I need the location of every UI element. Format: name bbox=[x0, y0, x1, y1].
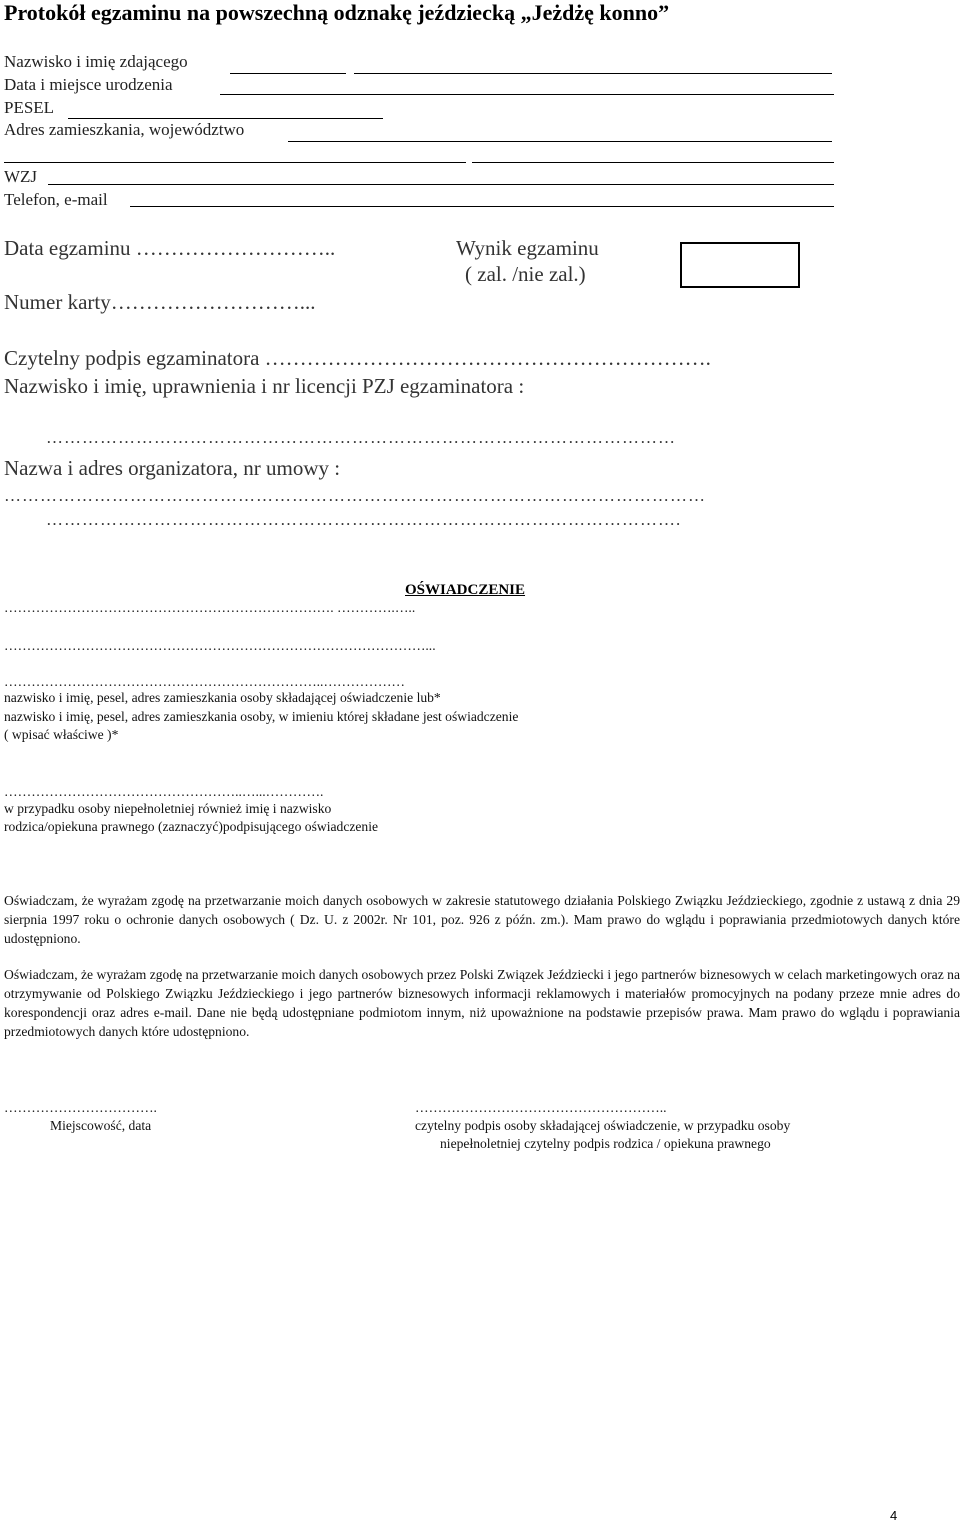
pesel-label: PESEL bbox=[4, 98, 55, 117]
declarant-line-2: nazwisko i imię, pesel, adres zamieszkania osoby, w imieniu której składane jest oświadczenie bbox=[4, 709, 519, 724]
consent-paragraph-1: Oświadczam, że wyrażam zgodę na przetwarzanie moich danych osobowych w zakresie statutowego działania Polskiego Związku Jeździeckiego, zgodnie z ustawą z dnia 29 sierpnia 1997 roku o ochronie danych osobowych ( Dz. U. z 2002r. Nr 101, poz. 926 z późn. zm.). Mam prawo do wglądu i poprawiania przedmiotowych danych które udostępniono. bbox=[4, 893, 960, 946]
declaration-dots-2: …………………………………………………………………………………... bbox=[4, 638, 436, 653]
birth-line[interactable] bbox=[220, 94, 834, 95]
declaration-dots-4: ……………………………………………..…...…………. bbox=[4, 784, 324, 799]
exam-result-sub: ( zal. /nie zal.) bbox=[465, 262, 586, 286]
exam-result-box[interactable] bbox=[680, 242, 800, 288]
phone-label: Telefon, e-mail bbox=[4, 190, 108, 209]
name-line-2[interactable] bbox=[354, 73, 832, 74]
consent-paragraph-2: Oświadczam, że wyrażam zgodę na przetwarzanie moich danych osobowych przez Polski Związek Jeździecki i jego partnerów biznesowych w celach marketingowych oraz na otrzymywanie od Polskiego Związku Jeździeckiego i jego partnerów biznesowych informacji reklamowych i materiałów promocyjnych na podany przeze mnie adres do korespondencji oraz adres e-mail. Dane nie będą udostępniane podmiotom innym, niż upoważnione na podstawie przepisów prawa. Mam prawo do wglądu i poprawiania przedmiotowych danych które udostępniono. bbox=[4, 967, 960, 1039]
signature-label-2: niepełnoletniej czytelny podpis rodzica / opiekuna prawnego bbox=[440, 1136, 771, 1151]
exam-result-label: Wynik egzaminu bbox=[456, 236, 599, 260]
examiner-dots-line: …………………………………………………………………………………………… bbox=[46, 428, 676, 447]
declarant-line-3: ( wpisać właściwe )* bbox=[4, 727, 119, 742]
document-title: Protokół egzaminu na powszechną odznakę jeździecką „Jeżdżę konno” bbox=[4, 0, 670, 25]
declaration-dots-3: ……………………………………………………………..……………… bbox=[4, 674, 406, 689]
organizer-label: Nazwa i adres organizatora, nr umowy : bbox=[4, 456, 341, 480]
declaration-heading: OŚWIADCZENIE bbox=[405, 582, 526, 598]
phone-line[interactable] bbox=[130, 206, 834, 207]
signature-dots: ……………………………………………….. bbox=[415, 1100, 667, 1115]
page-number: 4 bbox=[890, 1508, 898, 1523]
examiner-license-label: Nazwisko i imię, uprawnienia i nr licencji PZJ egzaminatora : bbox=[4, 374, 525, 398]
declarant-line-1: nazwisko i imię, pesel, adres zamieszkania osoby składającej oświadczenie lub* bbox=[4, 690, 441, 705]
place-date-dots: ……………………………. bbox=[4, 1100, 157, 1115]
address-line-2b[interactable] bbox=[472, 162, 834, 163]
name-label: Nazwisko i imię zdającego bbox=[4, 52, 188, 71]
minor-line-2: rodzica/opiekuna prawnego (zaznaczyć)podpisującego oświadczenie bbox=[4, 819, 379, 834]
organizer-dots-line-2: ……………………………………………………………………………………………. bbox=[46, 510, 682, 529]
wzj-line[interactable] bbox=[48, 184, 834, 185]
address-line-2a[interactable] bbox=[4, 162, 466, 163]
wzj-label: WZJ bbox=[4, 167, 38, 186]
examiner-signature-label: Czytelny podpis egzaminatora ………………………………………………………. bbox=[4, 346, 711, 370]
signature-label-1: czytelny podpis osoby składającej oświadczenie, w przypadku osoby bbox=[415, 1118, 791, 1133]
address-line-1[interactable] bbox=[288, 141, 832, 142]
pesel-line[interactable] bbox=[68, 118, 383, 119]
birth-label: Data i miejsce urodzenia bbox=[4, 75, 173, 94]
name-line-1[interactable] bbox=[230, 73, 346, 74]
address-label: Adres zamieszkania, województwo bbox=[4, 120, 245, 139]
organizer-dots-line-1: ……………………………………………………………………………………………………… bbox=[4, 486, 706, 505]
exam-date-label: Data egzaminu ……………………….. bbox=[4, 236, 336, 260]
declaration-dots-1: ………………………………………………………………. ………….….. bbox=[4, 600, 416, 615]
minor-line-1: w przypadku osoby niepełnoletniej również imię i nazwisko bbox=[4, 801, 332, 816]
card-number-label: Numer karty………………………... bbox=[4, 290, 316, 314]
place-date-label: Miejscowość, data bbox=[50, 1118, 152, 1133]
